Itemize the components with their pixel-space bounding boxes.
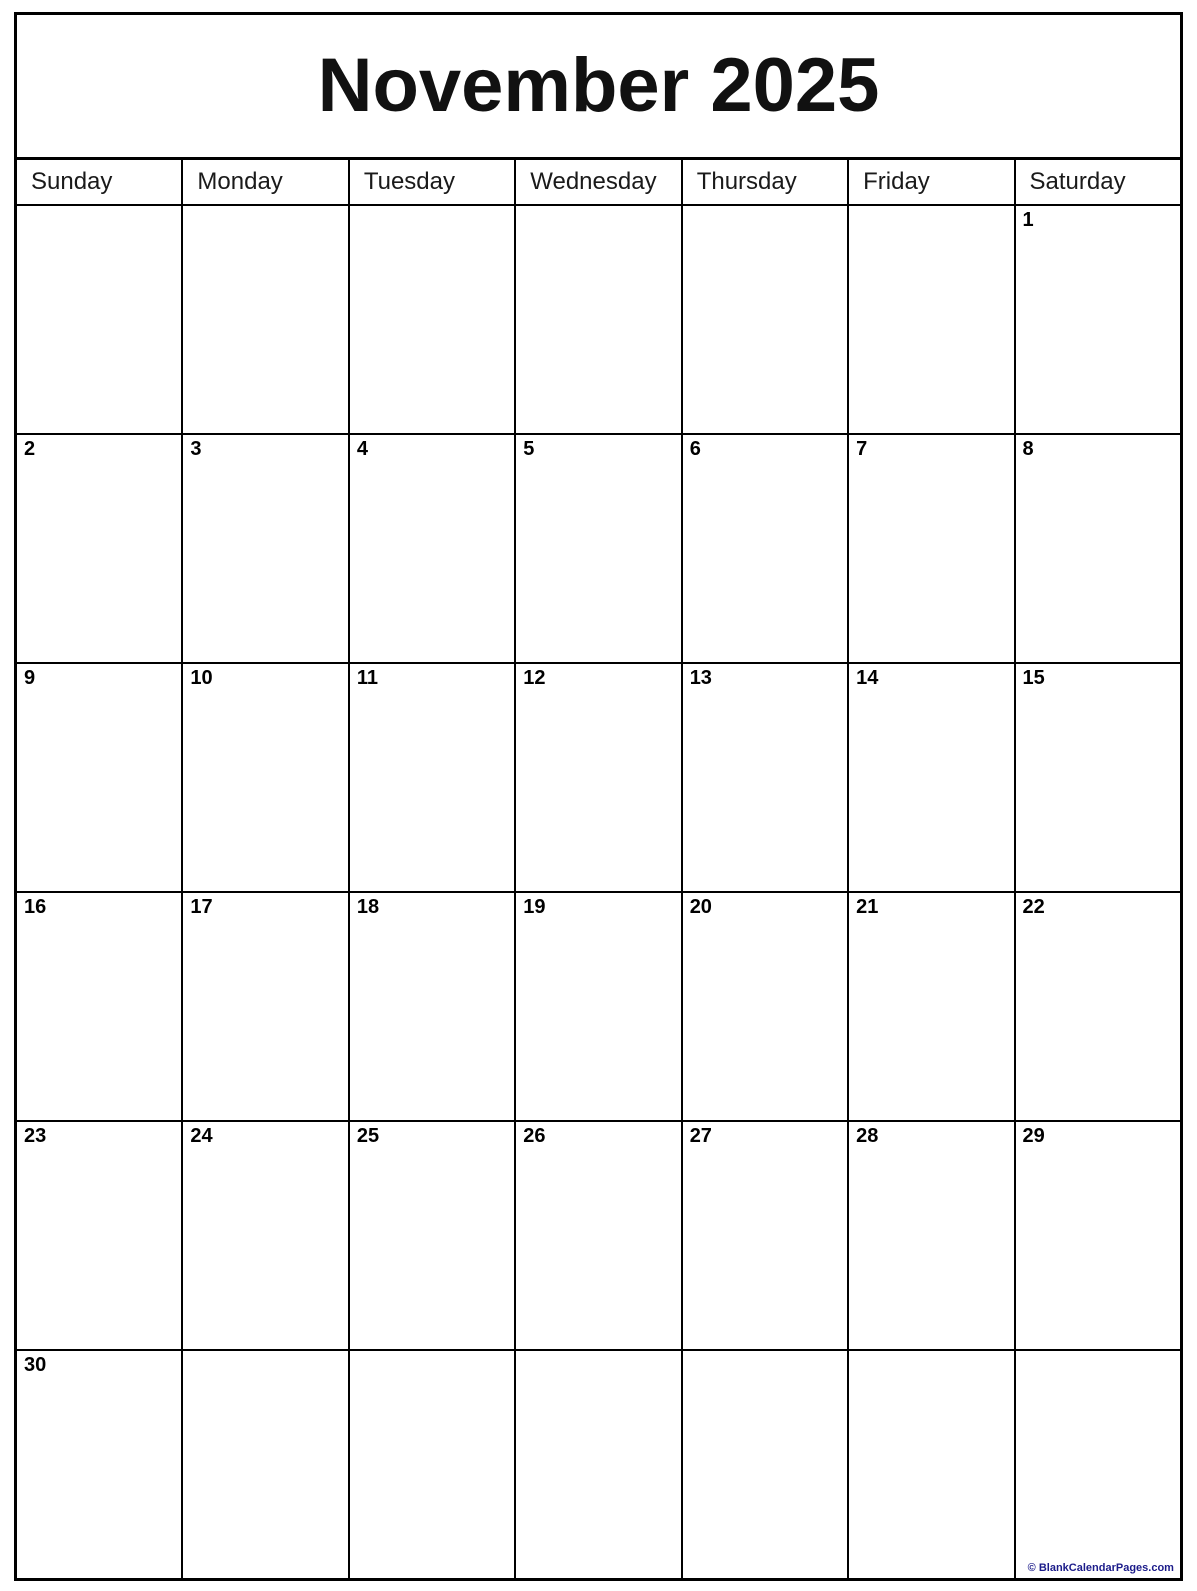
day-number: 28 (856, 1125, 879, 1147)
page-title: November 2025 (317, 43, 880, 128)
week-row (17, 206, 1180, 435)
weekday-header-monday: Monday (183, 160, 349, 204)
day-number: 8 (1022, 438, 1034, 460)
day-number: 15 (1022, 667, 1045, 689)
day-number: 11 (356, 667, 378, 689)
day-cell[interactable] (516, 664, 682, 891)
day-number: 13 (689, 667, 712, 689)
day-cell[interactable] (1016, 1122, 1180, 1349)
day-cell[interactable] (516, 206, 682, 433)
day-cell[interactable] (350, 664, 516, 891)
day-cell[interactable] (516, 435, 682, 662)
day-cell[interactable] (683, 1122, 849, 1349)
week-row (17, 435, 1180, 664)
day-cell[interactable] (683, 664, 849, 891)
day-number: 26 (523, 1125, 546, 1147)
day-number: 22 (1022, 896, 1045, 918)
day-number: 21 (856, 896, 879, 918)
day-number: 24 (190, 1125, 213, 1147)
day-number: 18 (356, 896, 380, 918)
day-cell[interactable] (683, 435, 849, 662)
week-row (17, 1351, 1180, 1578)
weekday-header-wednesday: Wednesday (516, 160, 682, 204)
day-cell[interactable] (350, 893, 516, 1120)
day-cell[interactable] (17, 1122, 183, 1349)
day-cell[interactable] (516, 893, 682, 1120)
day-cell[interactable] (183, 664, 349, 891)
day-cell[interactable] (183, 435, 349, 662)
weekday-header-sunday: Sunday (17, 160, 183, 204)
day-number: 17 (190, 896, 213, 918)
day-cell[interactable] (17, 893, 183, 1120)
week-row (17, 664, 1180, 893)
day-number: 30 (24, 1354, 47, 1376)
day-cell[interactable] (1016, 206, 1180, 433)
day-number: 16 (24, 896, 47, 918)
day-cell[interactable] (350, 435, 516, 662)
day-cell[interactable] (1016, 893, 1180, 1120)
day-cell[interactable] (17, 206, 183, 433)
day-number: 1 (1022, 209, 1034, 231)
day-cell[interactable] (183, 893, 349, 1120)
day-cell[interactable] (1016, 1351, 1180, 1578)
day-cell[interactable] (516, 1122, 682, 1349)
day-cell[interactable] (516, 1351, 682, 1578)
day-cell[interactable] (17, 664, 183, 891)
site-credit: © BlankCalendarPages.com (1027, 1562, 1174, 1574)
weekday-header-friday: Friday (849, 160, 1015, 204)
weekday-header-tuesday: Tuesday (350, 160, 516, 204)
day-number: 29 (1022, 1125, 1045, 1147)
weekday-header-saturday: Saturday (1016, 160, 1180, 204)
day-cell[interactable] (683, 206, 849, 433)
day-number: 20 (689, 896, 712, 918)
day-number: 3 (190, 438, 202, 460)
day-cell[interactable] (350, 206, 516, 433)
day-number: 9 (24, 667, 36, 689)
week-row (17, 893, 1180, 1122)
day-cell[interactable] (183, 1122, 349, 1349)
day-number: 23 (24, 1125, 47, 1147)
calendar-grid (14, 12, 1183, 1581)
day-number: 4 (356, 438, 368, 460)
day-number: 5 (523, 438, 535, 460)
day-cell[interactable] (849, 893, 1015, 1120)
day-number: 12 (523, 667, 546, 689)
day-cell[interactable] (17, 435, 183, 662)
day-number: 14 (856, 667, 879, 689)
day-cell[interactable] (350, 1351, 516, 1578)
day-cell[interactable] (17, 1351, 183, 1578)
day-number: 2 (24, 438, 36, 460)
day-number: 19 (523, 896, 546, 918)
day-cell[interactable] (183, 1351, 349, 1578)
week-row (17, 1122, 1180, 1351)
day-cell[interactable] (683, 893, 849, 1120)
day-number: 25 (356, 1125, 380, 1147)
day-cell[interactable] (849, 435, 1015, 662)
day-cell[interactable] (849, 1351, 1015, 1578)
day-cell[interactable] (849, 1122, 1015, 1349)
day-cell[interactable] (849, 206, 1015, 433)
day-cell[interactable] (683, 1351, 849, 1578)
day-cell[interactable] (350, 1122, 516, 1349)
calendar-weeks (17, 206, 1180, 1578)
day-number: 7 (856, 438, 868, 460)
weekday-header-row (17, 160, 1180, 206)
day-cell[interactable] (849, 664, 1015, 891)
weekday-header-thursday: Thursday (683, 160, 849, 204)
day-number: 27 (689, 1125, 712, 1147)
day-number: 10 (190, 667, 213, 689)
day-cell[interactable] (183, 206, 349, 433)
day-number: 6 (689, 438, 701, 460)
day-cell[interactable] (1016, 435, 1180, 662)
calendar-title-bar (17, 15, 1180, 160)
day-cell[interactable] (1016, 664, 1180, 891)
